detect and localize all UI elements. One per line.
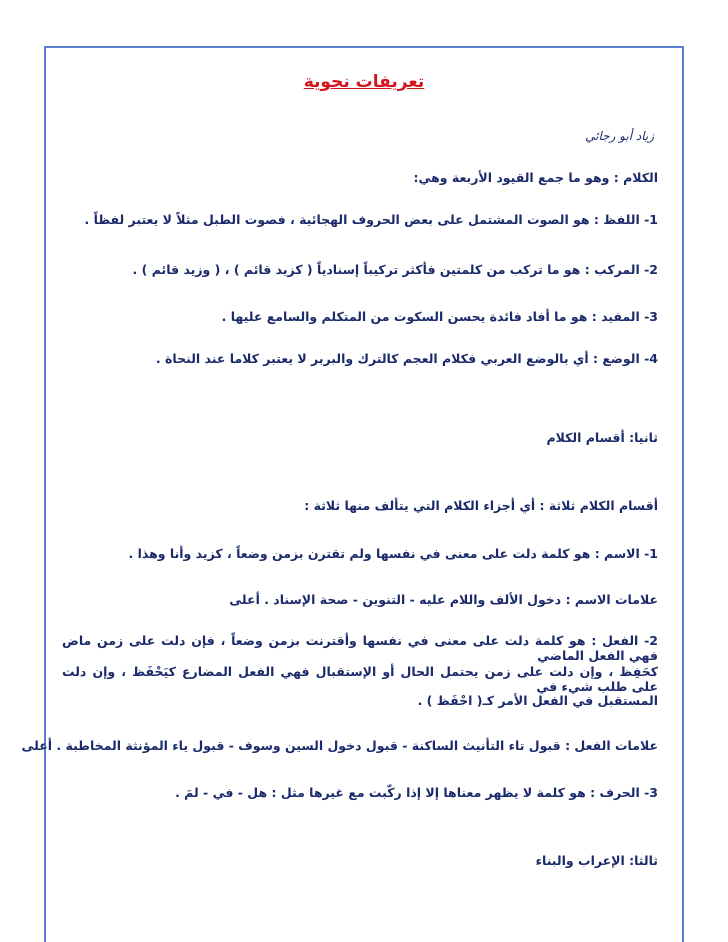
ism-signs: علامات الاسم : دخول الألف واللام عليه - التنوين - صحة الإسناد . أعلى xyxy=(229,592,658,607)
author-name: زياد أبو رجائي xyxy=(585,129,654,143)
fil-definition-line-1: 2- الفعل : هو كلمة دلت على معنى في نفسها وأقترنت بزمن وضعاً ، فإن دلت على زمن ماض فهي الفعل الماضي xyxy=(62,633,658,663)
kalam-definition: الكلام : وهو ما جمع القيود الأربعة وهي: xyxy=(413,170,658,185)
harf-definition: 3- الحرف : هو كلمة لا يظهر معناها إلا إذا ركّبت مع غيرها مثل : هل - في - لمَ . xyxy=(175,785,658,800)
lafz-definition: 1- اللفظ : هو الصوت المشتمل على بعض الحروف الهجائية ، فصوت الطبل مثلاً لا يعتبر لفظاً . xyxy=(84,212,658,227)
section-heading-irab: ثالثا: الإعراب والبناء xyxy=(535,853,658,868)
murakkab-definition: 2- المركب : هو ما تركب من كلمتين فأكثر تركيباً إسنادياً ( كزيد قائم ) ، ( وزيد قائم ) . xyxy=(132,262,658,277)
fil-definition-line-3: المستقبل في الفعل الأمر كـ( احْفَظ ) . xyxy=(417,693,658,708)
wad-definition: 4- الوضع : أي بالوضع العربي فكلام العجم كالترك والبربر لا يعتبر كلاما عند النحاة . xyxy=(155,351,658,366)
page-title: تعريفات نحوية xyxy=(303,72,425,92)
section-heading-parts-of-speech: ثانيا: أقسام الكلام xyxy=(546,430,658,445)
mufid-definition: 3- المفيد : هو ما أفاد فائدة يحسن السكوت من المتكلم والسامع عليها . xyxy=(221,309,658,324)
parts-of-speech-intro: أقسام الكلام ثلاثة : أي أجزاء الكلام التي يتألف منها ثلاثة : xyxy=(304,498,658,513)
fil-definition-line-2: كحَفِظ ، وإن دلت على زمن يحتمل الحال أو الإستقبال فهي الفعل المضارع كيَحْفَظ ، وإن دلت على طلب شيء في xyxy=(62,664,658,694)
ism-definition: 1- الاسم : هو كلمة دلت على معنى في نفسها ولم تقترن بزمن وضعاً ، كزيد وأنا وهذا . xyxy=(128,546,658,561)
fil-signs: علامات الفعل : قبول تاء التأنيث الساكنة - قبول دخول السين وسوف - قبول ياء المؤنثة المخاطبة . أعلى xyxy=(21,738,658,753)
